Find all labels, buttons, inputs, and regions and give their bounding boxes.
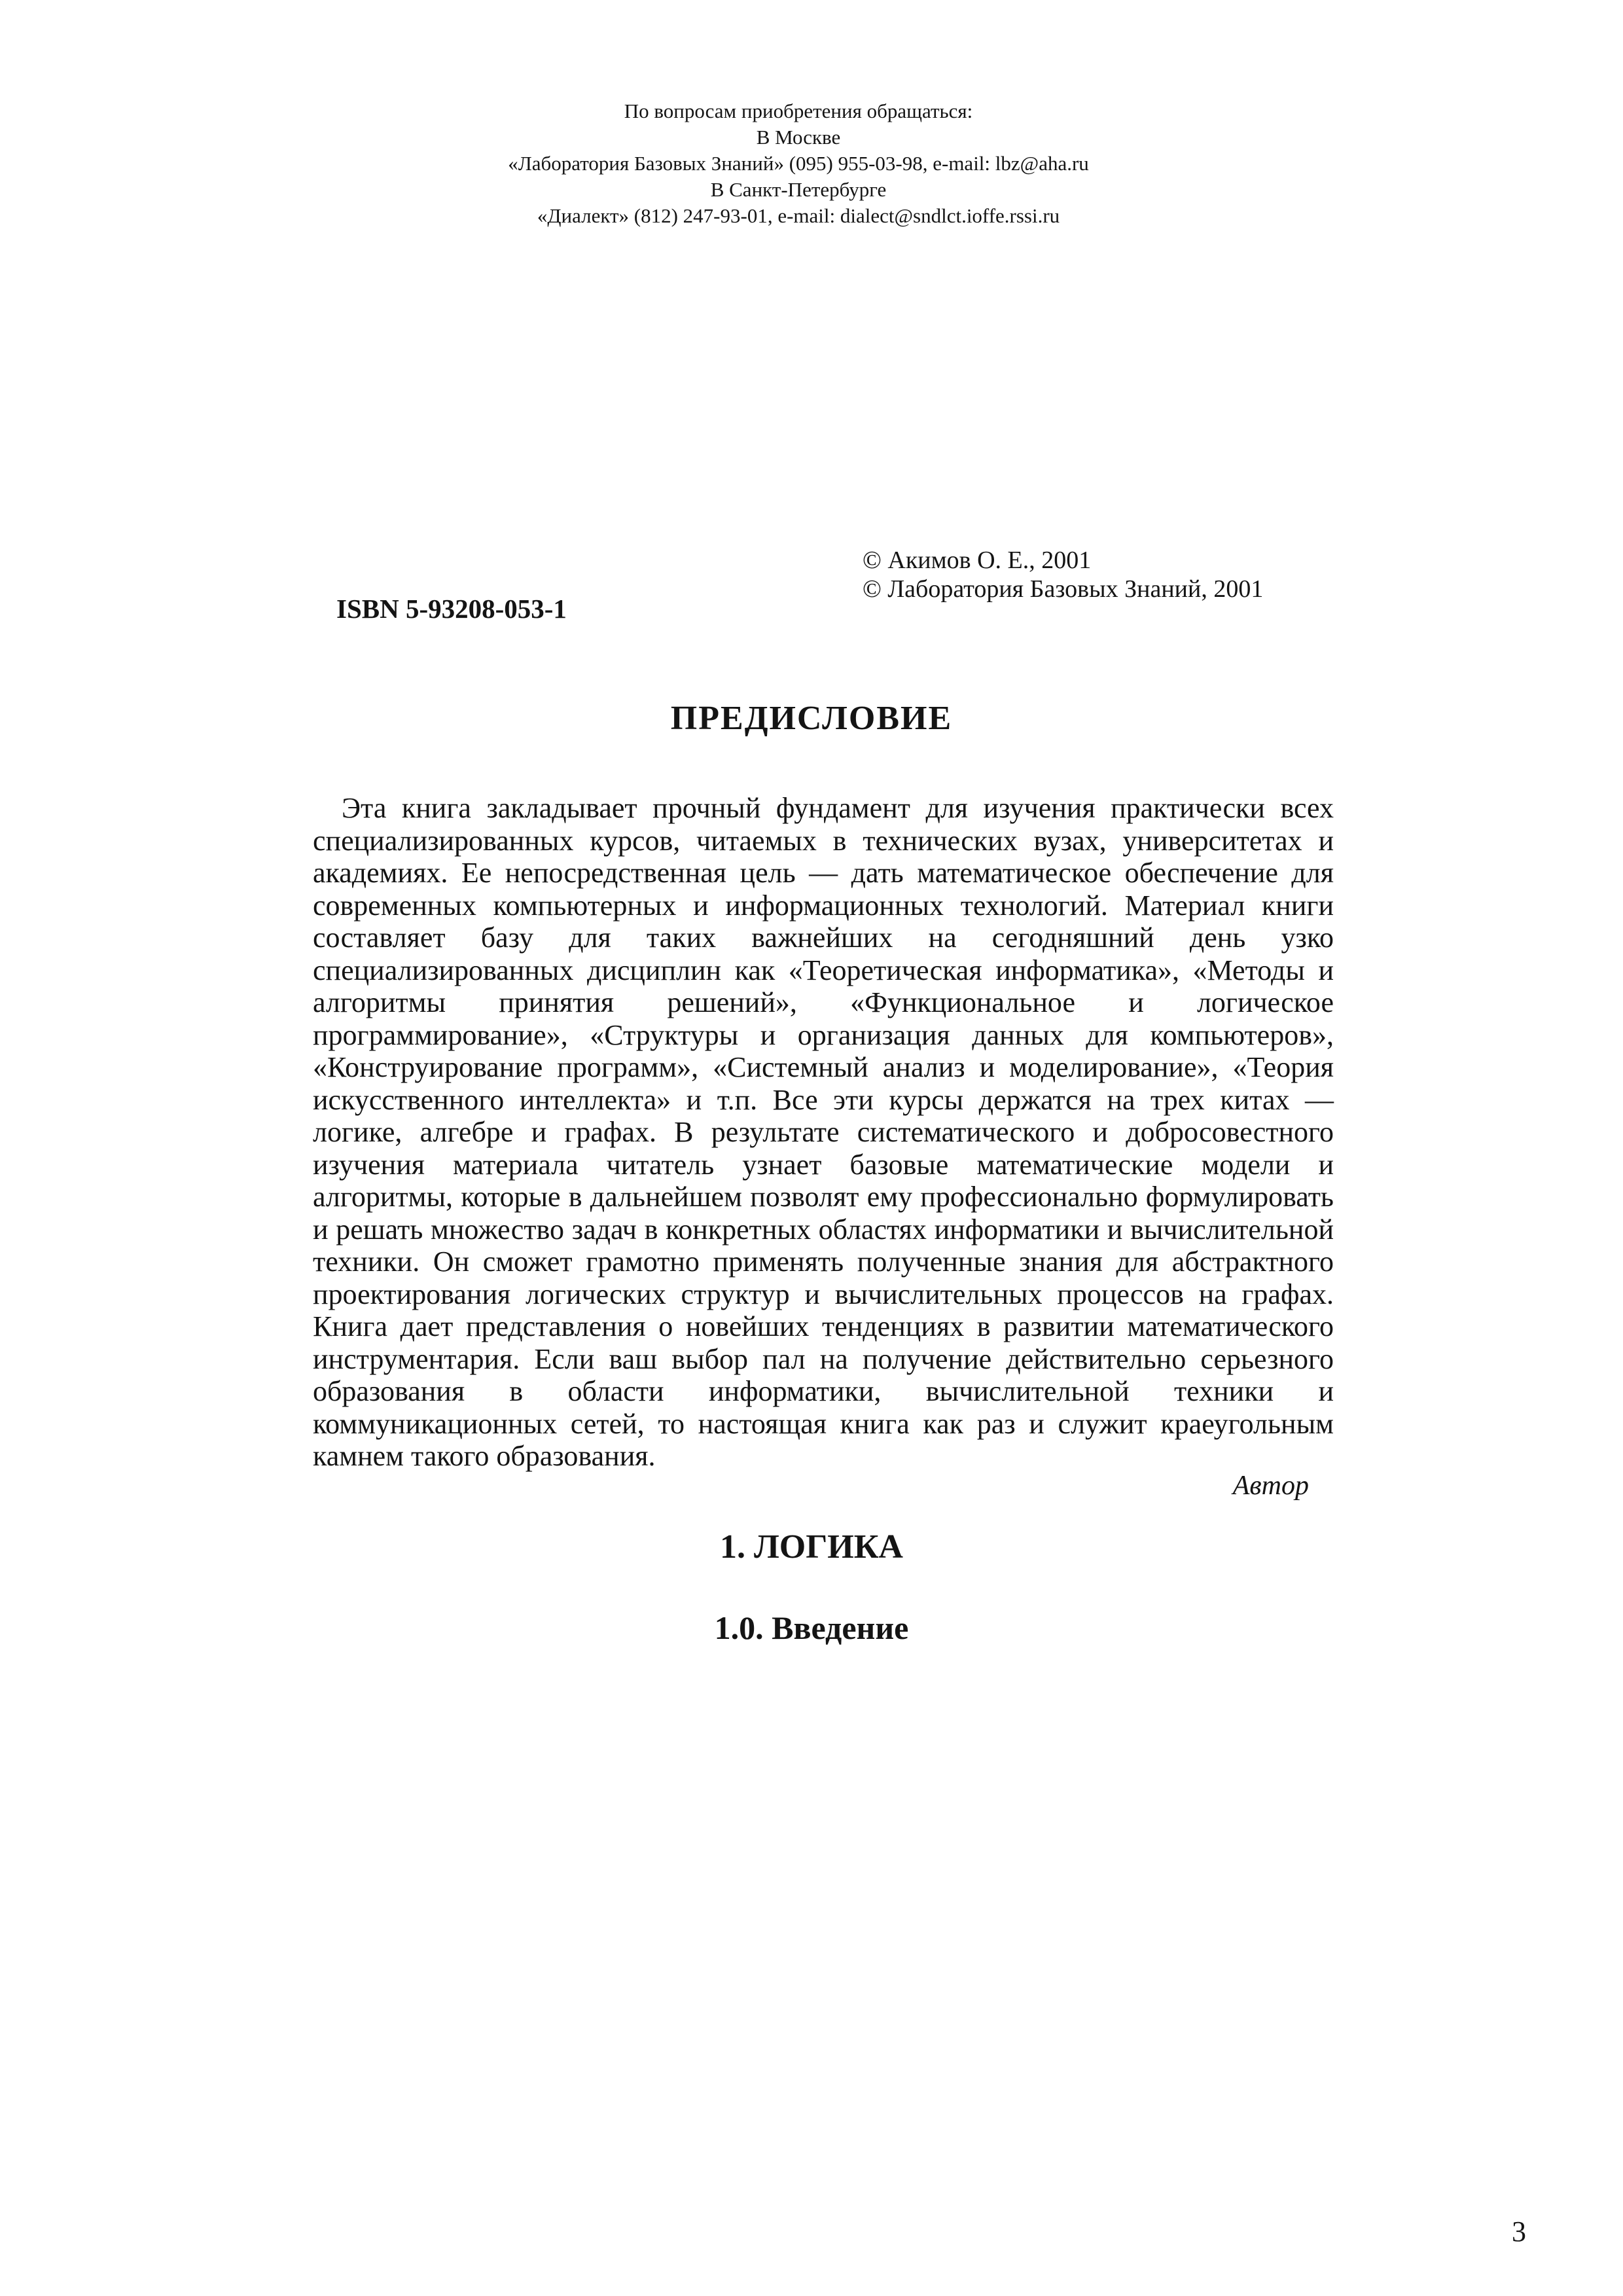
preface-body: Эта книга закладывает прочный фундамент для изучения практически всех специализированных курсов, читаемых в технических вузах, университетах и академиях. Ее непосредственная цель — дать математическое обеспечение для современных компьютерных и информационных технологий. Материал книги составляет базу для таких важнейших на сегодняшний день узко специализированных дисциплин как «Теоретическая информатика», «Методы и алгоритмы принятия решений», «Функциональное и логическое программирование», «Структуры и организация данных для компьютеров», «Конструирование программ», «Системный анализ и моделирование», «Теория искусственного интеллекта» и т.п. Все эти курсы держатся на трех китах — логике, алгебре и графах. В результате систематического и добросовестного изучения материала читатель узнает базовые математические модели и алгоритмы, которые в дальнейшем позволят ему профессионально формулировать и решать множество задач в конкретных областях информатики и вычислительной техники. Он сможет грамотно применять полученные знания для абстрактного проектирования логических структур и вычислительных процессов на графах. Книга дает представления о новейших тенденциях в развитии математического инструментария. Если ваш выбор пал на получение действительно серьезного образования в области информатики, вычислительной техники и коммуникационных сетей, то настоящая книга как раз и служит краеугольным камнем такого образования. xyxy=(313,792,1334,1472)
section-title: 1.0. Введение xyxy=(714,1609,909,1646)
contacts-spb-label: В Санкт-Петербурге xyxy=(710,178,887,201)
preface-author: Автор xyxy=(1232,1471,1309,1501)
copyright-publisher: © Лаборатория Базовых Знаний, 2001 xyxy=(863,575,1264,603)
contacts-moscow-label: В Москве xyxy=(756,126,841,149)
copyright-block xyxy=(863,546,1263,603)
preface-title: ПРЕДИСЛОВИЕ xyxy=(670,700,953,737)
chapter-title: 1. ЛОГИКА xyxy=(720,1528,903,1566)
copyright-author: © Акимов О. Е., 2001 xyxy=(863,547,1092,574)
contacts-heading: По вопросам приобретения обращаться: xyxy=(624,99,973,122)
isbn: ISBN 5-93208-053-1 xyxy=(336,594,567,624)
purchase-contacts xyxy=(393,98,1204,229)
contacts-moscow-details: «Лаборатория Базовых Знаний» (095) 955-03-98, e-mail: lbz@aha.ru xyxy=(508,152,1089,175)
page-number: 3 xyxy=(1512,2215,1526,2248)
contacts-spb-details: «Диалект» (812) 247-93-01, e-mail: dialect@sndlct.ioffe.rssi.ru xyxy=(537,204,1060,227)
